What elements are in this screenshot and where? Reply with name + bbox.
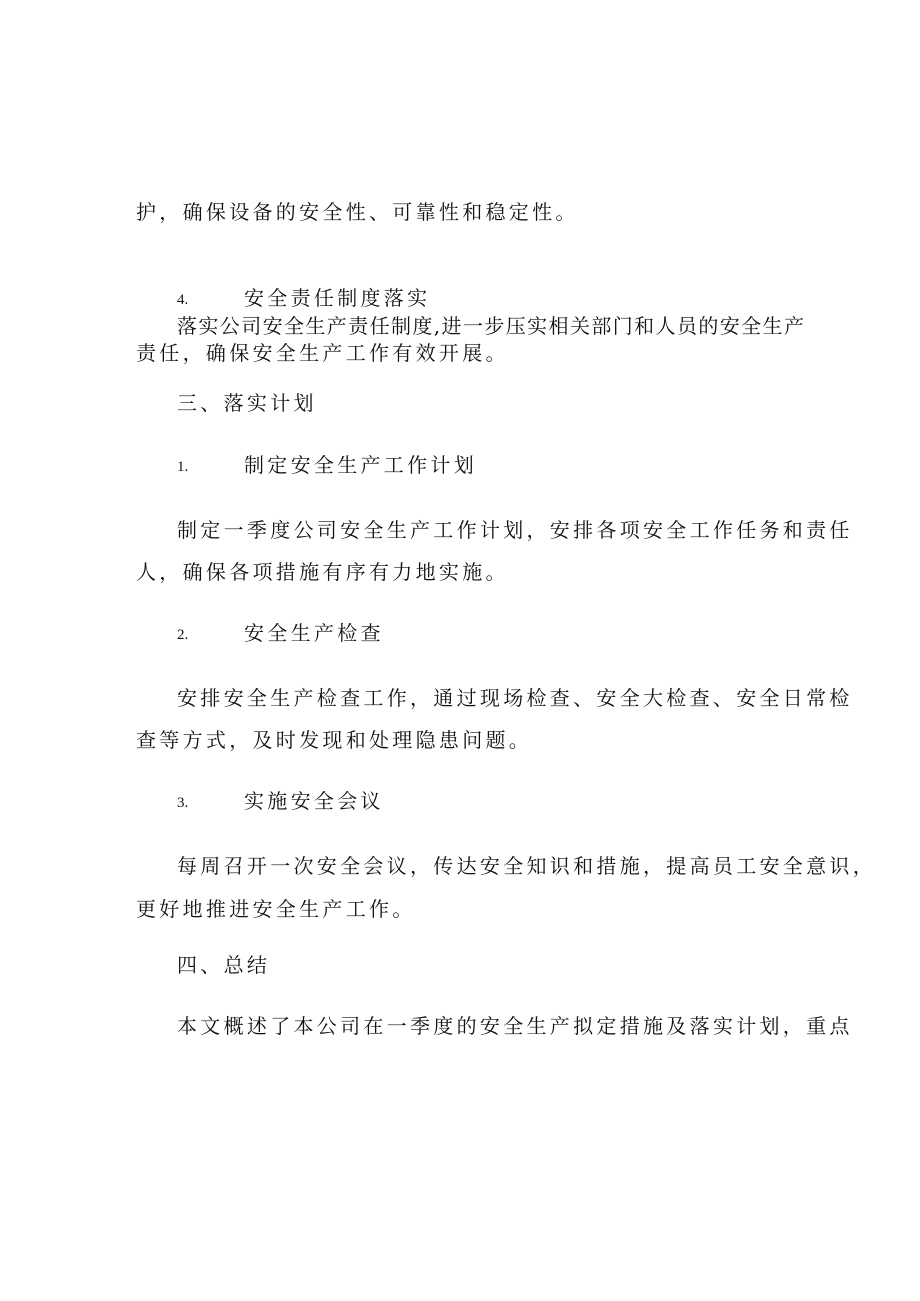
section-heading: 三、落实计划 — [177, 391, 317, 415]
paragraph-line: 查等方式，及时发现和处理隐患问题。 — [136, 728, 533, 752]
list-item-number: 2. — [177, 627, 189, 643]
paragraph-line: 安排安全生产检查工作，通过现场检查、安全大检查、安全日常检 — [177, 686, 853, 710]
list-item-number: 4. — [177, 292, 189, 308]
paragraph-line: 人，确保各项措施有序有力地实施。 — [136, 560, 509, 584]
paragraph-line: 责任，确保安全生产工作有效开展。 — [136, 341, 509, 365]
list-item-number: 1. — [177, 459, 189, 475]
list-item-heading: 安全责任制度落实 — [244, 286, 431, 310]
paragraph-line: 护，确保设备的安全性、可靠性和稳定性。 — [136, 200, 579, 224]
list-item-heading: 安全生产检查 — [244, 621, 384, 645]
list-item-heading: 实施安全会议 — [244, 789, 384, 813]
paragraph-line: 落实公司安全生产责任制度,进一步压实相关部门和人员的安全生产 — [177, 314, 806, 338]
list-item-number: 3. — [177, 795, 189, 811]
section-heading: 四、总结 — [177, 953, 271, 977]
paragraph-line: 每周召开一次安全会议，传达安全知识和措施，提高员工安全意识， — [177, 854, 876, 878]
list-item-heading: 制定安全生产工作计划 — [244, 453, 477, 477]
paragraph-line: 制定一季度公司安全生产工作计划，安排各项安全工作任务和责任 — [177, 518, 853, 542]
paragraph-line: 本文概述了本公司在一季度的安全生产拟定措施及落实计划，重点 — [177, 1014, 853, 1038]
paragraph-line: 更好地推进安全生产工作。 — [136, 897, 416, 921]
